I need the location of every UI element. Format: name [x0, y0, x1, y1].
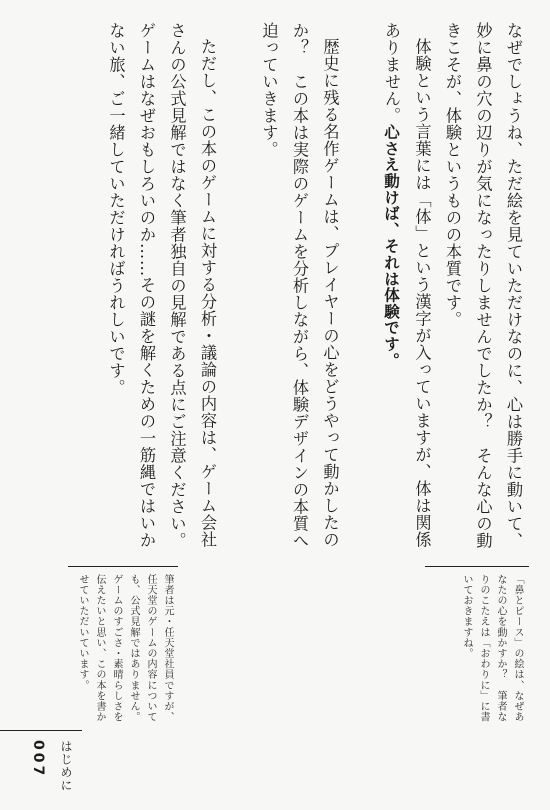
side-note-left-text: 筆者は元・任天堂社員ですが、任天堂のゲームの内容についても、公式見解ではありません。ゲームのすごさ・素晴らしさを伝えたいと思い、この本を書かせていただいています。	[77, 574, 173, 723]
section-label: はじめに	[59, 740, 73, 792]
footer-rule	[0, 730, 82, 731]
paragraph-2-emphasis: 心さえ動けば、それは体験です。	[382, 124, 400, 369]
paragraph-3: 歴史に残る名作ゲームは、プレイヤーの心をどうやって動かしたのか？ この本は実際のゲームを分析しながら、体験デザインの本質へ迫っていきます。	[259, 22, 340, 549]
side-note-right-text: 「鼻とピース」の絵は、なぜあなたの心を動かすか？ 筆者なりのこたえは「おわりに」に書いておきますね。	[461, 574, 523, 723]
paragraph-2-text: 体験という言葉には「体」という漢字が入っていますが、体は関係ありません。	[382, 22, 432, 549]
note-rule-left	[68, 566, 178, 567]
paragraph-4: ただし、この本のゲームに対する分析・議論の内容は、ゲーム会社さんの公式見解ではなく筆者独自の見解である点にご注意ください。ゲームはなぜおもしろいのか……その謎を解くための一筋縄ではいかない旅、ご一緒していただければうれしいです。	[106, 22, 217, 549]
side-note-left	[72, 574, 176, 724]
page-number: 007	[30, 740, 46, 779]
paragraph-2	[376, 22, 437, 552]
note-rule-right	[425, 566, 529, 567]
main-text	[28, 22, 528, 552]
paragraph-1: なぜでしょうね、ただ絵を見ていただけなのに、心は勝手に動いて、妙に鼻の穴の辺りが気になったりしませんでしたか？ そんな心の動きこそが、体験というものの本質です。	[443, 22, 523, 549]
side-note-right	[458, 574, 526, 724]
